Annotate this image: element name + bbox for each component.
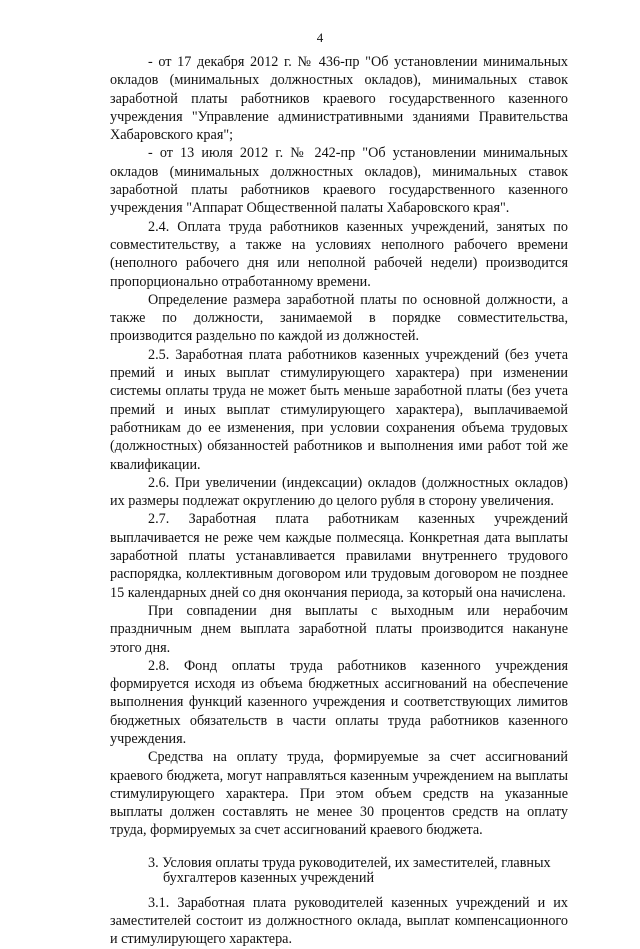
- paragraph-salary-determination: Определение размера заработной платы по основной должности, а также по должности, занимаемой в порядке совместительства, производится раздельно по каждой из должностей.: [110, 291, 568, 345]
- section-3-heading-line1: 3. Условия оплаты труда руководителей, их заместителей, главных: [148, 854, 551, 871]
- page-number: 4: [316, 30, 324, 45]
- paragraph-2-7: 2.7. Заработная плата работникам казенных учреждений выплачивается не реже чем каждые полмесяца. Конкретная дата выплаты заработной платы устанавливается правилами внутреннего трудового распорядка, коллективным договором или трудовым договором не позднее 15 календарных дней со дня окончания периода, за который она начислена.: [110, 511, 568, 601]
- paragraph-2-6: 2.6. При увеличении (индексации) окладов (должностных окладов) их размеры подлежат округлению до целого рубля в сторону увеличения.: [110, 474, 568, 510]
- paragraph-3-1: 3.1. Заработная плата руководителей казенных учреждений и их заместителей состоит из должностного оклада, выплат компенсационного и стимулирующего характера.: [110, 894, 568, 948]
- paragraph-2-4: 2.4. Оплата труда работников казенных учреждений, занятых по совместительству, а также на условиях неполного рабочего времени (неполного рабочего дня или неполной рабочей недели) производится пропорционально отработанному времени.: [110, 218, 568, 290]
- list-item-decree-436: - от 17 декабря 2012 г. № 436-пр "Об установлении минимальных окладов (минимальных должностных окладов), минимальных ставок заработной платы работников краевого государственного казенного учреждения "Управление административными зданиями Правительства Хабаровского края";: [110, 54, 568, 144]
- paragraph-2-5: 2.5. Заработная плата работников казенных учреждений (без учета премий и иных выплат стимулирующего характера) при изменении системы оплаты труда не может быть меньше заработной платы (без учета премий и иных выплат стимулирующего характера), выплачиваемой работникам до ее изменения, при условии сохранения объема трудовых (должностных) обязанностей работников и выполнения ими работ той же квалификации.: [110, 346, 568, 473]
- paragraph-2-8: 2.8. Фонд оплаты труда работников казенного учреждения формируется исходя из объема бюджетных ассигнований на обеспечение выполнения функций казенного учреждения и соответствующих лимитов бюджетных обязательств в части оплаты труда работников казенного учреждения.: [110, 657, 568, 747]
- section-3-heading-line2: бухгалтеров казенных учреждений: [163, 869, 375, 886]
- section-3-heading: [110, 856, 568, 886]
- document-body: [110, 53, 568, 949]
- list-item-decree-242: - от 13 июля 2012 г. № 242-пр "Об установлении минимальных окладов (минимальных должностных окладов), минимальных ставок заработной платы работников краевого государственного казенного учреждения "Аппарат Общественной палаты Хабаровского края".: [110, 145, 568, 217]
- paragraph-budget-funds: Средства на оплату труда, формируемые за счет ассигнований краевого бюджета, могут направляться казенным учреждением на выплаты стимулирующего характера. При этом объем средств на указанные выплаты должен составлять не менее 30 процентов средств на оплату труда, формируемых за счет ассигнований краевого бюджета.: [110, 749, 568, 839]
- paragraph-holiday-payment: При совпадении дня выплаты с выходным или нерабочим праздничным днем выплата заработной платы производится накануне этого дня.: [110, 602, 568, 656]
